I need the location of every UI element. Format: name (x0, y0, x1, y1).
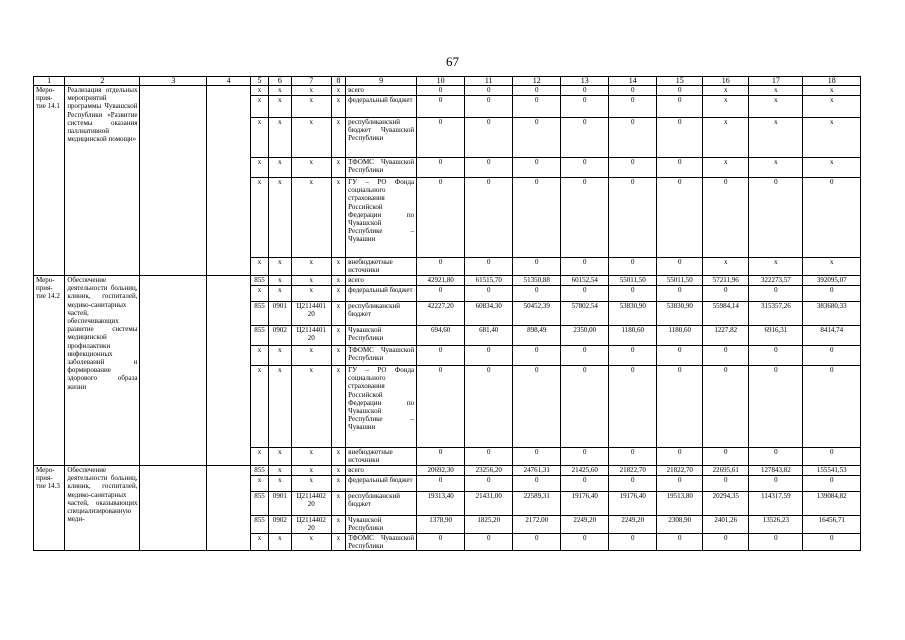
code-cell-c8: x (331, 516, 346, 534)
empty-cell (140, 466, 207, 551)
table-row (34, 466, 861, 476)
value-cell: 0 (749, 346, 803, 366)
header-cell: 11 (465, 77, 513, 86)
value-cell: 0 (417, 118, 465, 158)
header-cell: 18 (803, 77, 861, 86)
value-cell: 0 (657, 286, 703, 302)
value-cell: 55011,50 (657, 276, 703, 286)
empty-cell (207, 466, 251, 551)
code-cell-c6: x (268, 534, 291, 551)
value-cell: 0 (513, 476, 561, 492)
code-cell-c8: x (331, 466, 346, 476)
funding-source: внебюджетные источники (346, 448, 417, 466)
value-cell: 0 (657, 178, 703, 258)
value-cell: 1180,60 (657, 326, 703, 346)
value-cell: x (703, 86, 749, 96)
value-cell: 8414,74 (803, 326, 861, 346)
value-cell: 0 (803, 534, 861, 551)
funding-source: федеральный бюджет (346, 286, 417, 302)
code-cell-c7: x (291, 534, 331, 551)
value-cell: 139084,82 (803, 492, 861, 516)
value-cell: 0 (803, 178, 861, 258)
value-cell: 0 (465, 534, 513, 551)
header-cell: 3 (140, 77, 207, 86)
empty-cell (140, 86, 207, 276)
value-cell: 0 (803, 448, 861, 466)
measure-name: Реализация отдельных мероприятий программы Чувашской Республики «Развитие системы оказания паллиативной медицинской помощи» (65, 86, 140, 276)
value-cell: 0 (417, 346, 465, 366)
value-cell: 0 (803, 286, 861, 302)
funding-source: всего (346, 86, 417, 96)
value-cell: 0 (703, 476, 749, 492)
funding-source: ТФОМС Чувашской Республики (346, 346, 417, 366)
value-cell: 0 (513, 118, 561, 158)
value-cell: 57211,96 (703, 276, 749, 286)
funding-source: Чувашской Республики (346, 516, 417, 534)
funding-source: всего (346, 276, 417, 286)
code-cell-c6: x (268, 178, 291, 258)
funding-source: ГУ – РО Фонда социального страхования Российской Федерации по Чувашской Республике – Чувашии (346, 366, 417, 448)
code-cell-c5: x (251, 286, 269, 302)
value-cell: 0 (513, 158, 561, 178)
value-cell: 1825,20 (465, 516, 513, 534)
code-cell-c6: x (268, 346, 291, 366)
value-cell: 0 (417, 178, 465, 258)
header-cell: 1 (34, 77, 65, 86)
value-cell: 60152,54 (561, 276, 609, 286)
header-cell: 16 (703, 77, 749, 86)
table-row (34, 276, 861, 286)
header-cell: 8 (331, 77, 346, 86)
code-cell-c8: x (331, 276, 346, 286)
funding-source: ТФОМС Чувашской Республики (346, 158, 417, 178)
value-cell: 0 (749, 448, 803, 466)
value-cell: 61515,70 (465, 276, 513, 286)
measure-label: Меро-прия-тие 14.2 (34, 276, 65, 466)
measure-label: Меро-прия-тие 14.1 (34, 86, 65, 276)
value-cell: 0 (417, 448, 465, 466)
code-cell-c8: x (331, 326, 346, 346)
value-cell: 0 (513, 286, 561, 302)
value-cell: 0 (703, 366, 749, 448)
measure-name: Обеспечение деятельности больниц, клиник, госпиталей, медико-санитарных частей, обеспечивающих развитие системы медицинской профилактики инфекционных заболеваний и формирование здорового образа жизни (65, 276, 140, 466)
value-cell: 0 (609, 96, 657, 118)
header-cell: 12 (513, 77, 561, 86)
value-cell: 0 (803, 346, 861, 366)
header-row (34, 77, 861, 86)
value-cell: 0 (609, 366, 657, 448)
code-cell-c5: x (251, 258, 269, 276)
value-cell: x (803, 158, 861, 178)
value-cell: 20692,30 (417, 466, 465, 476)
value-cell: 0 (561, 118, 609, 158)
code-cell-c7: x (291, 286, 331, 302)
header-cell: 6 (268, 77, 291, 86)
value-cell: 155541,53 (803, 466, 861, 476)
value-cell: 23256,20 (465, 466, 513, 476)
value-cell: x (803, 258, 861, 276)
value-cell: 322273,57 (749, 276, 803, 286)
code-cell-c5: 855 (251, 492, 269, 516)
value-cell: x (703, 258, 749, 276)
code-cell-c6: x (268, 476, 291, 492)
value-cell: 0 (561, 96, 609, 118)
value-cell: 315357,26 (749, 302, 803, 326)
code-cell-c5: x (251, 476, 269, 492)
code-cell-c7: x (291, 276, 331, 286)
value-cell: 0 (465, 118, 513, 158)
code-cell-c7: Ц2114401 20 (291, 326, 331, 346)
value-cell: 53830,90 (657, 302, 703, 326)
value-cell: 0 (609, 258, 657, 276)
value-cell: 0 (465, 178, 513, 258)
value-cell: 0 (561, 286, 609, 302)
value-cell: 0 (465, 258, 513, 276)
code-cell-c7: x (291, 466, 331, 476)
code-cell-c7: Ц2114401 20 (291, 302, 331, 326)
header-cell: 7 (291, 77, 331, 86)
value-cell: x (749, 258, 803, 276)
value-cell: 0 (609, 448, 657, 466)
value-cell: 0 (513, 346, 561, 366)
code-cell-c6: x (268, 448, 291, 466)
funding-source: ГУ – РО Фонда социального страхования Российской Федерации по Чувашской Республике – Чувашии (346, 178, 417, 258)
code-cell-c8: x (331, 178, 346, 258)
value-cell: 0 (561, 346, 609, 366)
header-cell: 4 (207, 77, 251, 86)
value-cell: 0 (513, 534, 561, 551)
value-cell: x (803, 86, 861, 96)
code-cell-c7: x (291, 86, 331, 96)
value-cell: 42227,20 (417, 302, 465, 326)
value-cell: 0 (561, 448, 609, 466)
value-cell: 0 (417, 96, 465, 118)
value-cell: 127843,82 (749, 466, 803, 476)
empty-cell (207, 86, 251, 276)
value-cell: 0 (465, 86, 513, 96)
value-cell: 21431,00 (465, 492, 513, 516)
value-cell: 0 (513, 96, 561, 118)
value-cell: 392095,07 (803, 276, 861, 286)
value-cell: 0 (657, 346, 703, 366)
value-cell: x (749, 86, 803, 96)
value-cell: 13526,23 (749, 516, 803, 534)
value-cell: 0 (513, 258, 561, 276)
value-cell: 0 (465, 366, 513, 448)
code-cell-c5: x (251, 366, 269, 448)
code-cell-c7: x (291, 366, 331, 448)
value-cell: 0 (609, 86, 657, 96)
code-cell-c6: x (268, 258, 291, 276)
code-cell-c8: x (331, 366, 346, 448)
value-cell: 21822,70 (609, 466, 657, 476)
funding-source: Чувашской Республики (346, 326, 417, 346)
value-cell: 0 (561, 366, 609, 448)
value-cell: 0 (609, 118, 657, 158)
value-cell: 0 (417, 158, 465, 178)
funding-source: федеральный бюджет (346, 96, 417, 118)
value-cell: 2308,90 (657, 516, 703, 534)
value-cell: 0 (703, 534, 749, 551)
value-cell: 22695,61 (703, 466, 749, 476)
value-cell: 0 (803, 366, 861, 448)
value-cell: 0 (561, 178, 609, 258)
value-cell: 0 (609, 158, 657, 178)
header-cell: 15 (657, 77, 703, 86)
measure-name: Обеспечение деятельности больниц, клиник, госпиталей, медико-санитарных частей, оказывающих специализированную меди- (65, 466, 140, 551)
code-cell-c7: x (291, 96, 331, 118)
value-cell: 0 (417, 476, 465, 492)
value-cell: 0 (657, 118, 703, 158)
value-cell: 24761,31 (513, 466, 561, 476)
value-cell: 0 (657, 96, 703, 118)
value-cell: 0 (703, 178, 749, 258)
value-cell: 0 (609, 286, 657, 302)
code-cell-c6: x (268, 366, 291, 448)
table-row (34, 86, 861, 96)
value-cell: 0 (561, 258, 609, 276)
value-cell: 0 (657, 258, 703, 276)
value-cell: 19176,40 (609, 492, 657, 516)
value-cell: x (749, 96, 803, 118)
code-cell-c7: x (291, 476, 331, 492)
value-cell: 57802,54 (561, 302, 609, 326)
code-cell-c6: x (268, 158, 291, 178)
value-cell: 1378,90 (417, 516, 465, 534)
code-cell-c6: x (268, 96, 291, 118)
value-cell: x (703, 158, 749, 178)
funding-source: республиканский бюджет Чувашской Республики (346, 118, 417, 158)
value-cell: 0 (513, 366, 561, 448)
code-cell-c7: Ц2114402 20 (291, 492, 331, 516)
value-cell: 0 (417, 366, 465, 448)
value-cell: 0 (513, 178, 561, 258)
funding-source: внебюджетные источники (346, 258, 417, 276)
value-cell: x (749, 118, 803, 158)
value-cell: 114317,59 (749, 492, 803, 516)
code-cell-c5: 855 (251, 466, 269, 476)
code-cell-c8: x (331, 118, 346, 158)
value-cell: 60834,30 (465, 302, 513, 326)
value-cell: x (803, 118, 861, 158)
empty-cell (140, 276, 207, 466)
value-cell: 0 (703, 448, 749, 466)
value-cell: 0 (465, 96, 513, 118)
code-cell-c5: x (251, 158, 269, 178)
code-cell-c5: x (251, 86, 269, 96)
empty-cell (207, 276, 251, 466)
value-cell: 0 (417, 286, 465, 302)
code-cell-c6: 0901 (268, 492, 291, 516)
value-cell: x (749, 158, 803, 178)
value-cell: 2172,00 (513, 516, 561, 534)
value-cell: 0 (749, 476, 803, 492)
code-cell-c5: 855 (251, 302, 269, 326)
value-cell: 0 (465, 476, 513, 492)
header-cell: 17 (749, 77, 803, 86)
value-cell: 0 (609, 346, 657, 366)
header-cell: 14 (609, 77, 657, 86)
code-cell-c6: 0901 (268, 302, 291, 326)
funding-source: республиканский бюджет (346, 492, 417, 516)
value-cell: 0 (417, 258, 465, 276)
value-cell: 19313,40 (417, 492, 465, 516)
value-cell: 55011,50 (609, 276, 657, 286)
code-cell-c6: x (268, 118, 291, 158)
value-cell: 22589,31 (513, 492, 561, 516)
header-cell: 2 (65, 77, 140, 86)
value-cell: 0 (561, 86, 609, 96)
budget-table (33, 76, 861, 551)
value-cell: 2350,00 (561, 326, 609, 346)
code-cell-c6: x (268, 276, 291, 286)
code-cell-c6: x (268, 286, 291, 302)
value-cell: 0 (657, 366, 703, 448)
code-cell-c6: 0902 (268, 326, 291, 346)
value-cell: 0 (749, 286, 803, 302)
funding-source: республиканский бюджет (346, 302, 417, 326)
value-cell: 0 (513, 86, 561, 96)
value-cell: x (703, 96, 749, 118)
value-cell: 0 (703, 346, 749, 366)
value-cell: 1180,60 (609, 326, 657, 346)
code-cell-c6: 0902 (268, 516, 291, 534)
value-cell: 898,49 (513, 326, 561, 346)
code-cell-c8: x (331, 158, 346, 178)
value-cell: 2249,20 (561, 516, 609, 534)
value-cell: 0 (465, 346, 513, 366)
measure-label: Меро-прия-тие 14.3 (34, 466, 65, 551)
value-cell: 51350,88 (513, 276, 561, 286)
value-cell: x (803, 96, 861, 118)
page-number: 67 (446, 54, 459, 69)
value-cell: 694,60 (417, 326, 465, 346)
header-cell: 9 (346, 77, 417, 86)
value-cell: 0 (561, 476, 609, 492)
value-cell: 0 (803, 476, 861, 492)
value-cell: 19513,80 (657, 492, 703, 516)
value-cell: 20294,35 (703, 492, 749, 516)
code-cell-c8: x (331, 86, 346, 96)
code-cell-c6: x (268, 86, 291, 96)
funding-source: всего (346, 466, 417, 476)
value-cell: 0 (561, 534, 609, 551)
value-cell: 0 (417, 86, 465, 96)
code-cell-c8: x (331, 302, 346, 326)
code-cell-c5: x (251, 346, 269, 366)
value-cell: 0 (513, 448, 561, 466)
code-cell-c7: x (291, 158, 331, 178)
value-cell: 0 (749, 366, 803, 448)
code-cell-c5: 855 (251, 276, 269, 286)
code-cell-c6: x (268, 466, 291, 476)
value-cell: 0 (609, 534, 657, 551)
code-cell-c5: x (251, 534, 269, 551)
value-cell: 21425,60 (561, 466, 609, 476)
value-cell: 0 (657, 448, 703, 466)
funding-source: федеральный бюджет (346, 476, 417, 492)
value-cell: 0 (657, 86, 703, 96)
code-cell-c8: x (331, 476, 346, 492)
value-cell: 53830,90 (609, 302, 657, 326)
code-cell-c8: x (331, 448, 346, 466)
value-cell: 50452,39 (513, 302, 561, 326)
value-cell: 0 (657, 476, 703, 492)
value-cell: 0 (561, 158, 609, 178)
code-cell-c5: x (251, 118, 269, 158)
code-cell-c5: x (251, 96, 269, 118)
code-cell-c7: x (291, 346, 331, 366)
value-cell: 16456,71 (803, 516, 861, 534)
value-cell: 0 (465, 286, 513, 302)
value-cell: 0 (465, 448, 513, 466)
value-cell: 0 (749, 534, 803, 551)
code-cell-c7: x (291, 178, 331, 258)
value-cell: 0 (609, 178, 657, 258)
value-cell: 2401,26 (703, 516, 749, 534)
value-cell: 1227,82 (703, 326, 749, 346)
value-cell: 2249,20 (609, 516, 657, 534)
code-cell-c7: x (291, 448, 331, 466)
value-cell: 19176,40 (561, 492, 609, 516)
code-cell-c5: x (251, 178, 269, 258)
code-cell-c7: Ц2114402 20 (291, 516, 331, 534)
value-cell: 0 (749, 178, 803, 258)
code-cell-c7: x (291, 118, 331, 158)
value-cell: 0 (465, 158, 513, 178)
value-cell: 42921,80 (417, 276, 465, 286)
code-cell-c8: x (331, 96, 346, 118)
value-cell: 681,40 (465, 326, 513, 346)
value-cell: x (703, 118, 749, 158)
value-cell: 0 (657, 158, 703, 178)
funding-source: ТФОМС Чувашской Республики (346, 534, 417, 551)
header-cell: 5 (251, 77, 269, 86)
code-cell-c8: x (331, 534, 346, 551)
code-cell-c8: x (331, 258, 346, 276)
value-cell: 6916,31 (749, 326, 803, 346)
code-cell-c5: 855 (251, 326, 269, 346)
header-cell: 13 (561, 77, 609, 86)
code-cell-c8: x (331, 346, 346, 366)
code-cell-c5: 855 (251, 516, 269, 534)
code-cell-c8: x (331, 286, 346, 302)
value-cell: 383680,33 (803, 302, 861, 326)
value-cell: 0 (417, 534, 465, 551)
value-cell: 55984,14 (703, 302, 749, 326)
value-cell: 0 (657, 534, 703, 551)
value-cell: 0 (609, 476, 657, 492)
code-cell-c5: x (251, 448, 269, 466)
value-cell: 21822,70 (657, 466, 703, 476)
header-cell: 10 (417, 77, 465, 86)
code-cell-c7: x (291, 258, 331, 276)
value-cell: 0 (703, 286, 749, 302)
code-cell-c8: x (331, 492, 346, 516)
